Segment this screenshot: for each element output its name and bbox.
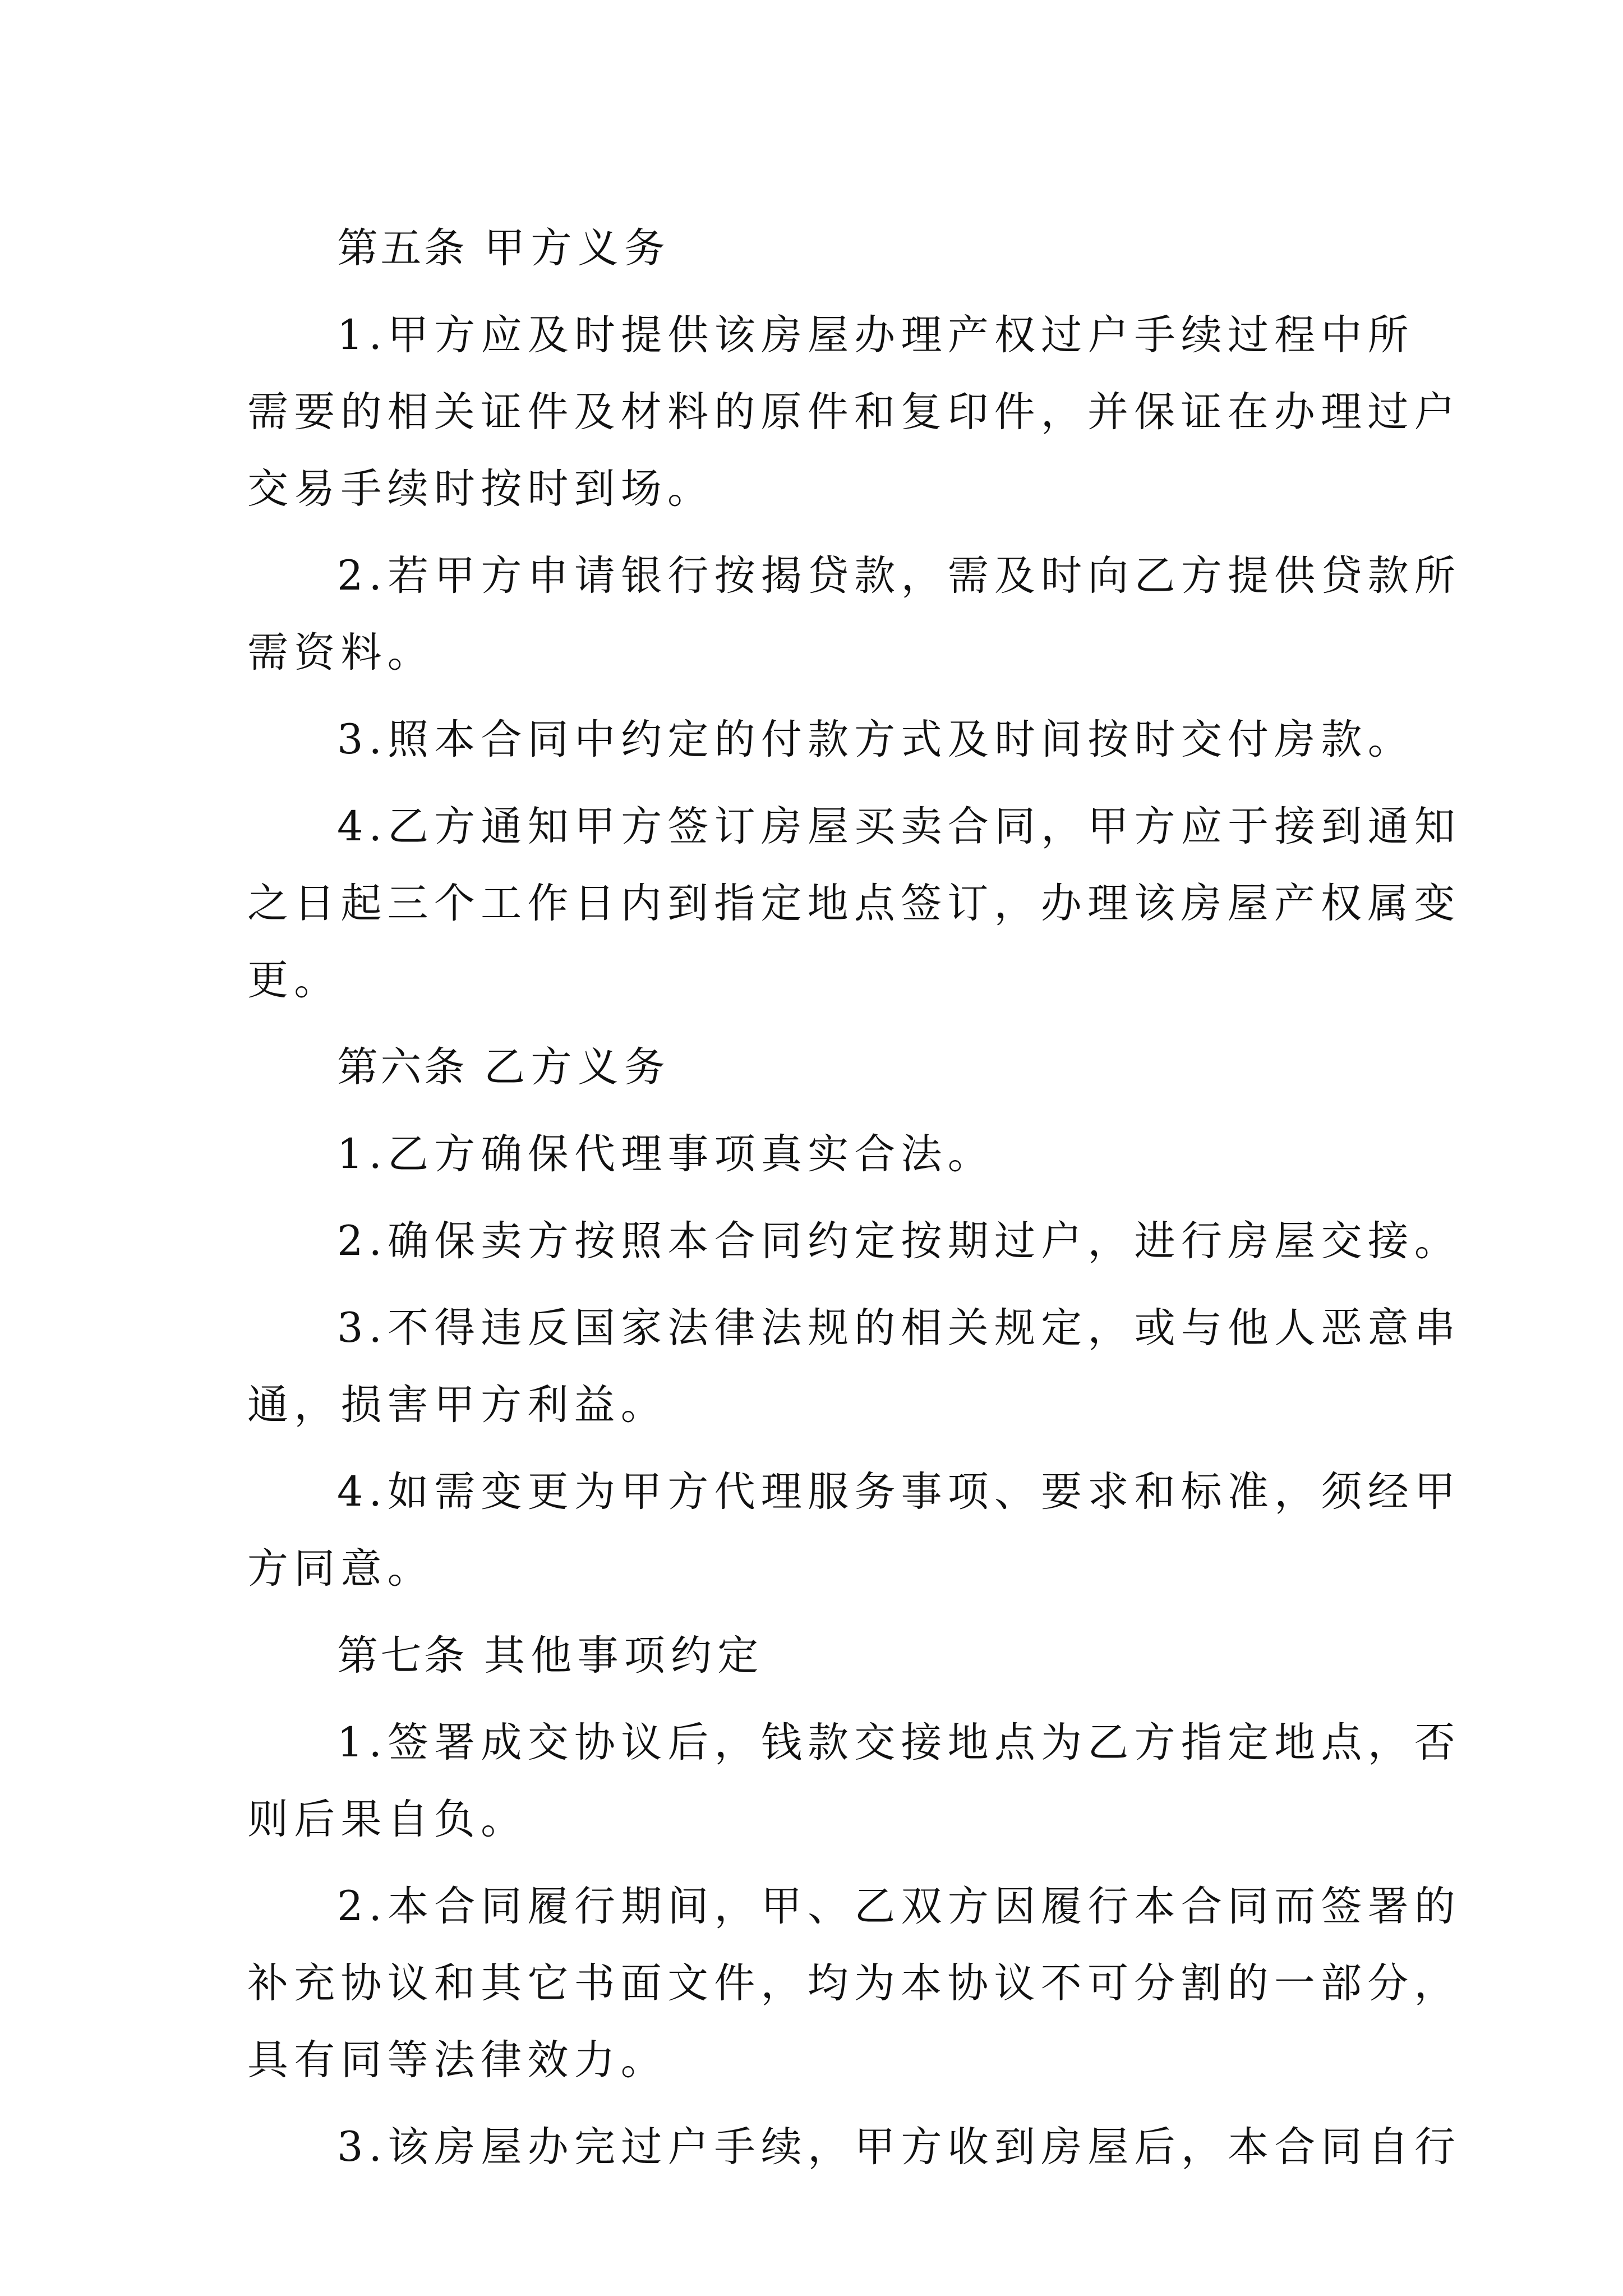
clause-paragraph bbox=[247, 2109, 1461, 2185]
section-heading: 甲方义务 bbox=[484, 224, 671, 272]
section-title bbox=[247, 210, 1391, 287]
text-line: 3.不得违反国家法律法规的相关规定，或与他人恶意串 bbox=[337, 1304, 1461, 1352]
text-line: 1.签署成交协议后，钱款交接地点为乙方指定地点，否 bbox=[337, 1719, 1461, 1766]
text-line: 具有同等法律效力。 bbox=[247, 2036, 667, 2084]
text-line: 2.确保卖方按照本合同约定按期过户，进行房屋交接。 bbox=[337, 1217, 1461, 1265]
clause-paragraph bbox=[247, 1290, 1461, 1443]
text-line: 需资料。 bbox=[247, 629, 434, 677]
clause-paragraph bbox=[247, 1868, 1461, 2099]
text-line: 方同意。 bbox=[247, 1545, 434, 1593]
clause-paragraph bbox=[247, 1704, 1461, 1858]
text-line: 则后果自负。 bbox=[247, 1796, 528, 1843]
section-number: 第五条 bbox=[337, 224, 468, 272]
text-line: 3.该房屋办完过户手续，甲方收到房屋后，本合同自行 bbox=[337, 2123, 1461, 2171]
clause-paragraph bbox=[247, 1453, 1461, 1607]
text-line: 交易手续时按时到场。 bbox=[247, 465, 714, 513]
section-number: 第七条 bbox=[337, 1632, 468, 1680]
clause-paragraph bbox=[247, 701, 1414, 778]
text-line: 1.乙方确保代理事项真实合法。 bbox=[337, 1130, 994, 1178]
text-line: 4.如需变更为甲方代理服务事项、要求和标准，须经甲 bbox=[337, 1468, 1461, 1516]
clause-paragraph bbox=[247, 537, 1461, 691]
document-page bbox=[247, 210, 1461, 2196]
clause-paragraph bbox=[247, 1116, 1391, 1193]
clause-paragraph bbox=[247, 297, 1461, 527]
text-line: 1.甲方应及时提供该房屋办理产权过户手续过程中所 bbox=[337, 311, 1414, 359]
text-line: 通，损害甲方利益。 bbox=[247, 1381, 667, 1429]
section-heading: 其他事项约定 bbox=[484, 1632, 764, 1680]
text-line: 3.照本合同中约定的付款方式及时间按时交付房款。 bbox=[337, 716, 1414, 763]
section-title bbox=[247, 1617, 1391, 1694]
section-title bbox=[247, 1029, 1391, 1106]
text-line: 补充协议和其它书面文件，均为本协议不可分割的一部分， bbox=[247, 1959, 1461, 2007]
section-number: 第六条 bbox=[337, 1043, 468, 1091]
text-line: 2.若甲方申请银行按揭贷款，需及时向乙方提供贷款所 bbox=[337, 552, 1461, 600]
clause-paragraph bbox=[247, 788, 1461, 1019]
text-line: 需要的相关证件及材料的原件和复印件，并保证在办理过户 bbox=[247, 388, 1461, 436]
text-line: 2.本合同履行期间，甲、乙双方因履行本合同而签署的 bbox=[337, 1883, 1461, 1930]
text-line: 更。 bbox=[247, 956, 341, 1004]
text-line: 4.乙方通知甲方签订房屋买卖合同，甲方应于接到通知 bbox=[337, 803, 1461, 850]
text-line: 之日起三个工作日内到指定地点签订，办理该房屋产权属变 bbox=[247, 880, 1461, 927]
section-heading: 乙方义务 bbox=[484, 1043, 671, 1091]
clause-paragraph bbox=[247, 1203, 1461, 1280]
